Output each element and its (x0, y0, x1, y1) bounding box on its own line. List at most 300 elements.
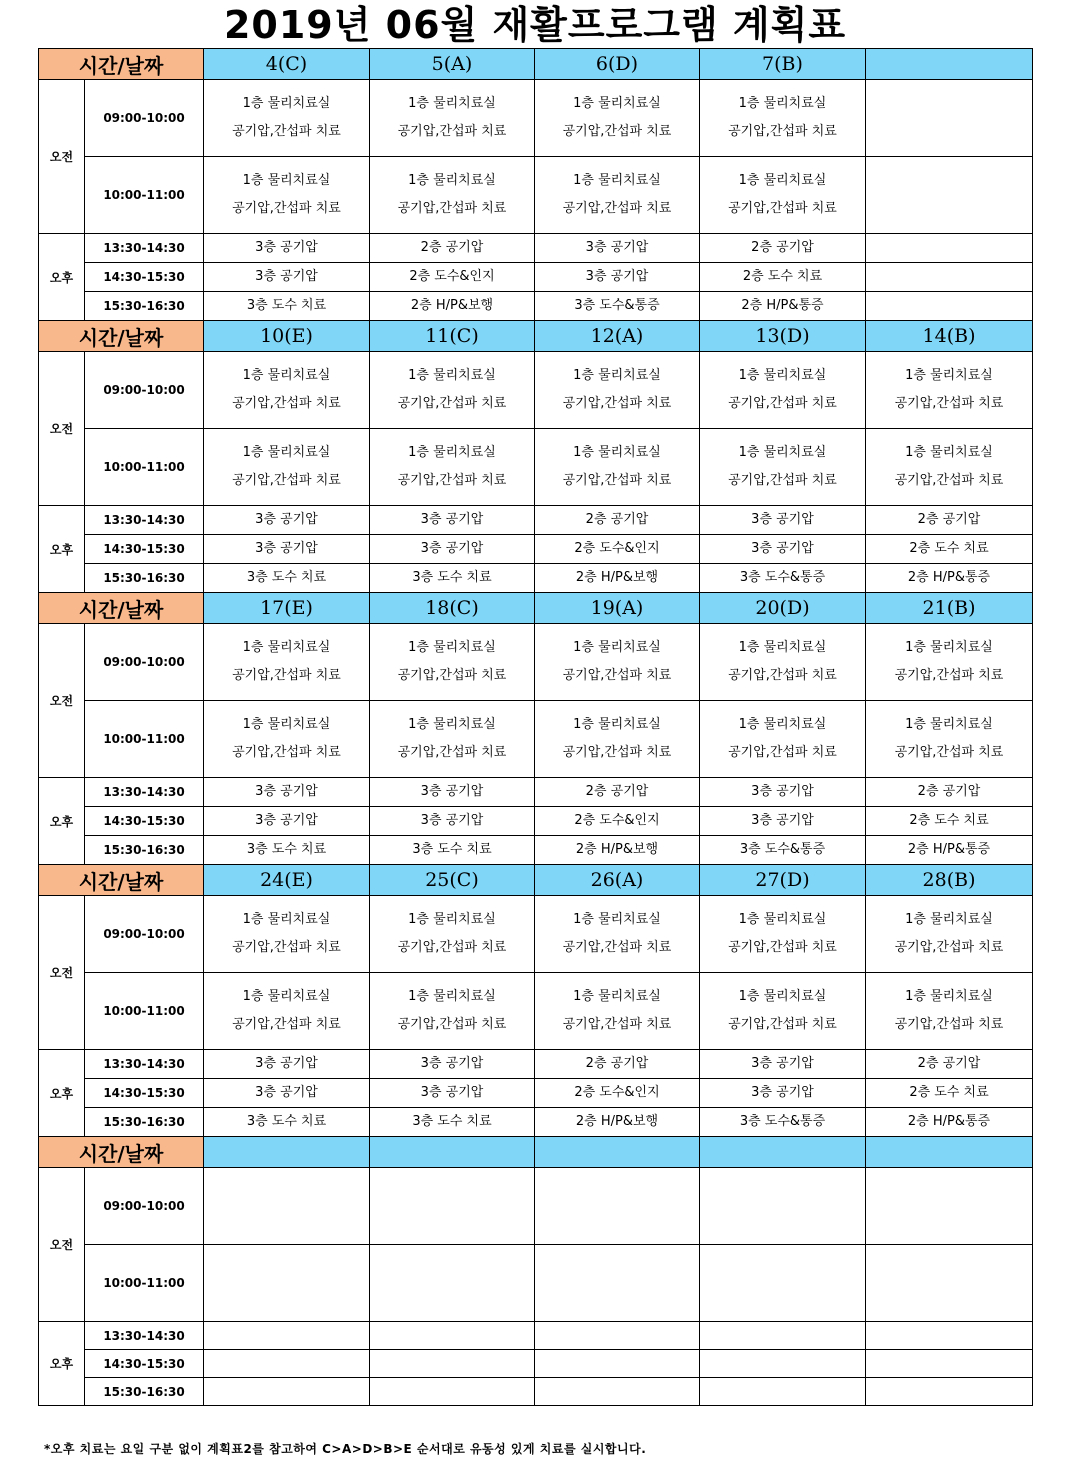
period-pm-label: 오후 (39, 1322, 85, 1406)
schedule-cell (866, 1168, 1033, 1245)
schedule-cell (535, 352, 700, 429)
schedule-cell: 3층 도수&통증 (535, 292, 700, 321)
schedule-cell: 3층 공기압 (700, 1079, 866, 1108)
cell-location (700, 1178, 865, 1206)
cell-treatment: 공기압,간섭파 치료 (397, 940, 507, 955)
time-date-header: 시간/날짜 (39, 49, 204, 80)
schedule-cell (866, 80, 1033, 157)
date-header (866, 49, 1033, 80)
cell-treatment: 공기압,간섭파 치료 (232, 396, 341, 411)
am-row (39, 80, 1033, 157)
time-slot: 15:30-16:30 (85, 836, 204, 865)
cell-location: 1층 물리치료실 (905, 368, 993, 383)
date-header: 21(B) (866, 593, 1033, 624)
cell-treatment: 공기압,간섭파 치료 (232, 745, 341, 760)
schedule-cell (204, 1245, 370, 1322)
cell-treatment: 공기압,간섭파 치료 (397, 745, 507, 760)
schedule-cell: 2층 도수 치료 (700, 263, 866, 292)
schedule-cell: 2층 도수&인지 (370, 263, 535, 292)
schedule-cell (866, 292, 1033, 321)
schedule-cell: 2층 공기압 (866, 506, 1033, 535)
cell-location (204, 1178, 369, 1206)
schedule-cell: 3층 공기압 (204, 234, 370, 263)
cell-treatment: 공기압,간섭파 치료 (728, 473, 837, 488)
schedule-cell (866, 896, 1033, 973)
cell-location: 1층 물리치료실 (738, 912, 827, 927)
schedule-cell: 3층 도수&통증 (700, 564, 866, 593)
period-am-label: 오전 (39, 80, 85, 234)
cell-location (204, 1255, 369, 1283)
cell-treatment: 공기압,간섭파 치료 (894, 940, 1004, 955)
cell-location (866, 90, 1032, 118)
schedule-cell (700, 624, 866, 701)
cell-location: 1층 물리치료실 (408, 640, 496, 655)
cell-location: 1층 물리치료실 (242, 445, 331, 460)
time-slot: 14:30-15:30 (85, 535, 204, 564)
schedule-cell (535, 624, 700, 701)
schedule-cell: 2층 공기압 (535, 506, 700, 535)
cell-location: 1층 물리치료실 (573, 912, 661, 927)
am-row (39, 973, 1033, 1050)
time-slot: 09:00-10:00 (85, 624, 204, 701)
week-header-row (39, 49, 1033, 80)
schedule-cell (204, 1350, 370, 1378)
schedule-cell (535, 157, 700, 234)
date-header: 25(C) (370, 865, 535, 896)
time-slot: 15:30-16:30 (85, 1378, 204, 1406)
cell-treatment: 공기압,간섭파 치료 (728, 396, 837, 411)
time-slot: 09:00-10:00 (85, 80, 204, 157)
time-slot: 13:30-14:30 (85, 778, 204, 807)
schedule-cell (866, 352, 1033, 429)
schedule-cell: 3층 공기압 (700, 807, 866, 836)
cell-treatment (866, 1206, 1032, 1234)
schedule-cell: 3층 공기압 (700, 506, 866, 535)
pm-row (39, 263, 1033, 292)
period-am-label: 오전 (39, 896, 85, 1050)
schedule-cell: 2층 도수 치료 (866, 1079, 1033, 1108)
schedule-cell: 3층 공기압 (535, 234, 700, 263)
schedule-cell (204, 896, 370, 973)
pm-row (39, 564, 1033, 593)
date-header: 27(D) (700, 865, 866, 896)
period-am-label: 오전 (39, 624, 85, 778)
time-slot: 14:30-15:30 (85, 1079, 204, 1108)
date-header: 26(A) (535, 865, 700, 896)
time-slot: 09:00-10:00 (85, 896, 204, 973)
schedule-cell: 2층 H/P&보행 (370, 292, 535, 321)
schedule-cell: 2층 H/P&통증 (866, 1108, 1033, 1137)
cell-treatment: 공기압,간섭파 치료 (562, 473, 672, 488)
time-slot: 10:00-11:00 (85, 973, 204, 1050)
cell-location (370, 1255, 534, 1283)
cell-location: 1층 물리치료실 (905, 640, 993, 655)
schedule-cell (535, 80, 700, 157)
schedule-cell (700, 701, 866, 778)
date-header: 13(D) (700, 321, 866, 352)
pm-row (39, 836, 1033, 865)
schedule-cell: 3층 공기압 (204, 778, 370, 807)
cell-location (535, 1255, 699, 1283)
cell-location: 1층 물리치료실 (738, 445, 827, 460)
schedule-cell: 2층 도수&인지 (535, 807, 700, 836)
time-date-header: 시간/날짜 (39, 1137, 204, 1168)
cell-treatment: 공기압,간섭파 치료 (397, 124, 507, 139)
date-header: 4(C) (204, 49, 370, 80)
cell-location: 1층 물리치료실 (408, 368, 496, 383)
cell-treatment: 공기압,간섭파 치료 (562, 940, 672, 955)
schedule-cell: 2층 H/P&보행 (535, 564, 700, 593)
cell-location: 1층 물리치료실 (905, 912, 993, 927)
schedule-cell (535, 973, 700, 1050)
schedule-cell: 3층 공기압 (370, 535, 535, 564)
schedule-cell: 3층 공기압 (370, 807, 535, 836)
pm-row (39, 1050, 1033, 1079)
pm-row (39, 1350, 1033, 1378)
footnote: *오후 치료는 요일 구분 없이 계획표2를 참고하여 C>A>D>B>E 순서대로 유동성 있게 치료를 실시합니다. (44, 1442, 647, 1456)
cell-location: 1층 물리치료실 (408, 445, 496, 460)
cell-treatment: 공기압,간섭파 치료 (894, 473, 1004, 488)
schedule-cell: 3층 도수 치료 (204, 1108, 370, 1137)
schedule-cell (700, 1378, 866, 1406)
cell-treatment: 공기압,간섭파 치료 (728, 1017, 837, 1032)
cell-treatment: 공기압,간섭파 치료 (728, 745, 837, 760)
week-header-row (39, 1137, 1033, 1168)
cell-treatment (204, 1283, 369, 1311)
am-row (39, 1245, 1033, 1322)
time-slot: 10:00-11:00 (85, 157, 204, 234)
time-slot: 13:30-14:30 (85, 506, 204, 535)
cell-treatment: 공기압,간섭파 치료 (728, 940, 837, 955)
schedule-cell: 3층 도수 치료 (204, 564, 370, 593)
schedule-cell: 3층 공기압 (370, 1050, 535, 1079)
schedule-cell: 3층 공기압 (700, 535, 866, 564)
date-header: 20(D) (700, 593, 866, 624)
schedule-cell: 2층 도수 치료 (866, 807, 1033, 836)
cell-location: 1층 물리치료실 (573, 173, 661, 188)
am-row (39, 157, 1033, 234)
cell-location: 1층 물리치료실 (738, 173, 827, 188)
schedule-cell: 3층 도수 치료 (370, 836, 535, 865)
schedule-cell (866, 1378, 1033, 1406)
time-slot: 10:00-11:00 (85, 701, 204, 778)
schedule-cell (370, 1378, 535, 1406)
cell-treatment (535, 1283, 699, 1311)
schedule-cell (700, 352, 866, 429)
time-slot: 14:30-15:30 (85, 807, 204, 836)
cell-treatment: 공기압,간섭파 치료 (232, 940, 341, 955)
schedule-cell (866, 157, 1033, 234)
cell-location: 1층 물리치료실 (573, 640, 661, 655)
schedule-cell (370, 624, 535, 701)
schedule-cell (370, 1168, 535, 1245)
cell-location: 1층 물리치료실 (408, 717, 496, 732)
schedule-cell (370, 973, 535, 1050)
cell-treatment: 공기압,간섭파 치료 (397, 1017, 507, 1032)
schedule-cell: 2층 H/P&통증 (866, 564, 1033, 593)
schedule-cell (866, 701, 1033, 778)
cell-treatment: 공기압,간섭파 치료 (894, 745, 1004, 760)
schedule-cell (370, 157, 535, 234)
schedule-cell: 3층 공기압 (535, 263, 700, 292)
am-row (39, 896, 1033, 973)
schedule-cell: 3층 도수&통증 (700, 836, 866, 865)
schedule-cell (866, 429, 1033, 506)
date-header: 19(A) (535, 593, 700, 624)
cell-location: 1층 물리치료실 (242, 640, 331, 655)
cell-location: 1층 물리치료실 (573, 368, 661, 383)
schedule-cell (866, 973, 1033, 1050)
time-slot: 09:00-10:00 (85, 1168, 204, 1245)
cell-treatment: 공기압,간섭파 치료 (562, 745, 672, 760)
date-header (700, 1137, 866, 1168)
schedule-cell (204, 1168, 370, 1245)
am-row (39, 429, 1033, 506)
cell-location: 1층 물리치료실 (242, 173, 331, 188)
schedule-cell: 2층 공기압 (370, 234, 535, 263)
time-slot: 14:30-15:30 (85, 263, 204, 292)
schedule-cell: 2층 도수 치료 (866, 535, 1033, 564)
schedule-cell (700, 973, 866, 1050)
period-am-label: 오전 (39, 352, 85, 506)
date-header: 7(B) (700, 49, 866, 80)
date-header (204, 1137, 370, 1168)
time-slot: 09:00-10:00 (85, 352, 204, 429)
cell-treatment (370, 1283, 534, 1311)
schedule-cell: 3층 공기압 (370, 778, 535, 807)
schedule-cell (866, 1245, 1033, 1322)
cell-treatment: 공기압,간섭파 치료 (728, 668, 837, 683)
period-pm-label: 오후 (39, 506, 85, 593)
cell-treatment (700, 1283, 865, 1311)
schedule-cell (700, 157, 866, 234)
schedule-cell: 2층 공기압 (866, 778, 1033, 807)
time-slot: 15:30-16:30 (85, 564, 204, 593)
cell-treatment (866, 1283, 1032, 1311)
schedule-cell (700, 1168, 866, 1245)
schedule-cell: 3층 도수&통증 (700, 1108, 866, 1137)
schedule-cell: 3층 도수 치료 (204, 836, 370, 865)
cell-location (866, 167, 1032, 195)
cell-location: 1층 물리치료실 (905, 989, 993, 1004)
rehab-schedule-table (38, 48, 1033, 1406)
schedule-cell (535, 429, 700, 506)
schedule-cell (204, 973, 370, 1050)
cell-treatment: 공기압,간섭파 치료 (894, 1017, 1004, 1032)
date-header: 11(C) (370, 321, 535, 352)
cell-treatment: 공기압,간섭파 치료 (562, 1017, 672, 1032)
cell-treatment: 공기압,간섭파 치료 (232, 668, 341, 683)
pm-row (39, 1322, 1033, 1350)
schedule-cell (700, 429, 866, 506)
week-header-row (39, 865, 1033, 896)
schedule-cell (370, 1245, 535, 1322)
schedule-cell (370, 896, 535, 973)
time-slot: 13:30-14:30 (85, 1322, 204, 1350)
cell-treatment: 공기압,간섭파 치료 (728, 201, 837, 216)
schedule-cell: 2층 H/P&통증 (866, 836, 1033, 865)
schedule-cell (370, 701, 535, 778)
time-slot: 14:30-15:30 (85, 1350, 204, 1378)
schedule-cell: 2층 공기압 (866, 1050, 1033, 1079)
cell-location (535, 1178, 699, 1206)
schedule-cell: 3층 도수 치료 (370, 564, 535, 593)
cell-treatment: 공기압,간섭파 치료 (562, 201, 672, 216)
schedule-cell (700, 1322, 866, 1350)
schedule-cell: 3층 도수 치료 (204, 292, 370, 321)
schedule-cell (204, 701, 370, 778)
schedule-cell (370, 352, 535, 429)
cell-treatment: 공기압,간섭파 치료 (728, 124, 837, 139)
date-header: 10(E) (204, 321, 370, 352)
date-header: 6(D) (535, 49, 700, 80)
schedule-cell (866, 1350, 1033, 1378)
time-slot: 10:00-11:00 (85, 1245, 204, 1322)
cell-treatment (866, 195, 1032, 223)
schedule-cell (204, 352, 370, 429)
cell-location: 1층 물리치료실 (738, 640, 827, 655)
pm-row (39, 506, 1033, 535)
schedule-cell (700, 1245, 866, 1322)
cell-location: 1층 물리치료실 (738, 989, 827, 1004)
schedule-cell: 3층 도수 치료 (370, 1108, 535, 1137)
cell-treatment: 공기압,간섭파 치료 (397, 668, 507, 683)
pm-row (39, 1079, 1033, 1108)
schedule-cell (866, 263, 1033, 292)
schedule-cell (204, 1322, 370, 1350)
schedule-cell (700, 896, 866, 973)
period-pm-label: 오후 (39, 234, 85, 321)
period-am-label: 오전 (39, 1168, 85, 1322)
cell-location: 1층 물리치료실 (905, 445, 993, 460)
date-header: 28(B) (866, 865, 1033, 896)
time-slot: 15:30-16:30 (85, 1108, 204, 1137)
schedule-cell (535, 701, 700, 778)
schedule-cell: 3층 공기압 (204, 1079, 370, 1108)
schedule-cell: 2층 도수&인지 (535, 1079, 700, 1108)
cell-location: 1층 물리치료실 (905, 717, 993, 732)
cell-location: 1층 물리치료실 (408, 96, 496, 111)
cell-treatment: 공기압,간섭파 치료 (232, 201, 341, 216)
schedule-cell (535, 1245, 700, 1322)
cell-location: 1층 물리치료실 (242, 912, 331, 927)
schedule-cell (535, 1168, 700, 1245)
cell-location: 1층 물리치료실 (573, 96, 661, 111)
schedule-cell: 3층 공기압 (370, 506, 535, 535)
cell-treatment: 공기압,간섭파 치료 (232, 1017, 341, 1032)
cell-location (700, 1255, 865, 1283)
date-header: 17(E) (204, 593, 370, 624)
cell-treatment: 공기압,간섭파 치료 (894, 668, 1004, 683)
schedule-cell (204, 1378, 370, 1406)
time-slot: 13:30-14:30 (85, 234, 204, 263)
pm-row (39, 1108, 1033, 1137)
am-row (39, 352, 1033, 429)
pm-row (39, 778, 1033, 807)
cell-location: 1층 물리치료실 (573, 717, 661, 732)
schedule-cell: 2층 공기압 (700, 234, 866, 263)
time-slot: 13:30-14:30 (85, 1050, 204, 1079)
cell-treatment: 공기압,간섭파 치료 (894, 396, 1004, 411)
schedule-cell: 3층 공기압 (700, 1050, 866, 1079)
cell-location: 1층 물리치료실 (242, 96, 331, 111)
am-row (39, 701, 1033, 778)
cell-location: 1층 물리치료실 (573, 445, 661, 460)
cell-treatment: 공기압,간섭파 치료 (232, 124, 341, 139)
cell-treatment (370, 1206, 534, 1234)
am-row (39, 624, 1033, 701)
schedule-cell: 3층 공기압 (204, 807, 370, 836)
schedule-cell (866, 234, 1033, 263)
schedule-cell: 3층 공기압 (700, 778, 866, 807)
schedule-cell (866, 624, 1033, 701)
cell-location: 1층 물리치료실 (408, 989, 496, 1004)
time-date-header: 시간/날짜 (39, 321, 204, 352)
cell-treatment (866, 118, 1032, 146)
schedule-cell: 3층 공기압 (204, 1050, 370, 1079)
cell-location (866, 1255, 1032, 1283)
schedule-cell (370, 1350, 535, 1378)
cell-treatment (204, 1206, 369, 1234)
cell-treatment: 공기압,간섭파 치료 (397, 473, 507, 488)
schedule-cell (370, 80, 535, 157)
cell-treatment: 공기압,간섭파 치료 (562, 396, 672, 411)
cell-location: 1층 물리치료실 (242, 989, 331, 1004)
schedule-cell: 2층 공기압 (535, 778, 700, 807)
cell-location (370, 1178, 534, 1206)
cell-treatment: 공기압,간섭파 치료 (232, 473, 341, 488)
period-pm-label: 오후 (39, 1050, 85, 1137)
schedule-cell (535, 1322, 700, 1350)
cell-location: 1층 물리치료실 (573, 989, 661, 1004)
cell-location (866, 1178, 1032, 1206)
time-date-header: 시간/날짜 (39, 593, 204, 624)
schedule-cell (700, 1350, 866, 1378)
schedule-cell (370, 1322, 535, 1350)
period-pm-label: 오후 (39, 778, 85, 865)
pm-row (39, 807, 1033, 836)
date-header: 18(C) (370, 593, 535, 624)
page-title: 2019년 06월 재활프로그램 계획표 (223, 3, 847, 47)
cell-treatment: 공기압,간섭파 치료 (397, 201, 507, 216)
time-slot: 10:00-11:00 (85, 429, 204, 506)
cell-location: 1층 물리치료실 (738, 717, 827, 732)
schedule-cell (204, 429, 370, 506)
schedule-cell (370, 429, 535, 506)
cell-location: 1층 물리치료실 (408, 173, 496, 188)
schedule-cell: 2층 H/P&보행 (535, 836, 700, 865)
week-header-row (39, 321, 1033, 352)
pm-row (39, 292, 1033, 321)
cell-location: 1층 물리치료실 (242, 368, 331, 383)
time-date-header: 시간/날짜 (39, 865, 204, 896)
schedule-cell: 3층 공기압 (204, 506, 370, 535)
pm-row (39, 535, 1033, 564)
schedule-cell: 3층 공기압 (204, 263, 370, 292)
cell-treatment (700, 1206, 865, 1234)
schedule-cell (204, 80, 370, 157)
schedule-cell (535, 1378, 700, 1406)
cell-treatment: 공기압,간섭파 치료 (562, 124, 672, 139)
date-header (866, 1137, 1033, 1168)
pm-row (39, 234, 1033, 263)
date-header (370, 1137, 535, 1168)
schedule-cell (700, 80, 866, 157)
schedule-cell (866, 1322, 1033, 1350)
cell-location: 1층 물리치료실 (738, 96, 827, 111)
date-header (535, 1137, 700, 1168)
schedule-cell (204, 624, 370, 701)
